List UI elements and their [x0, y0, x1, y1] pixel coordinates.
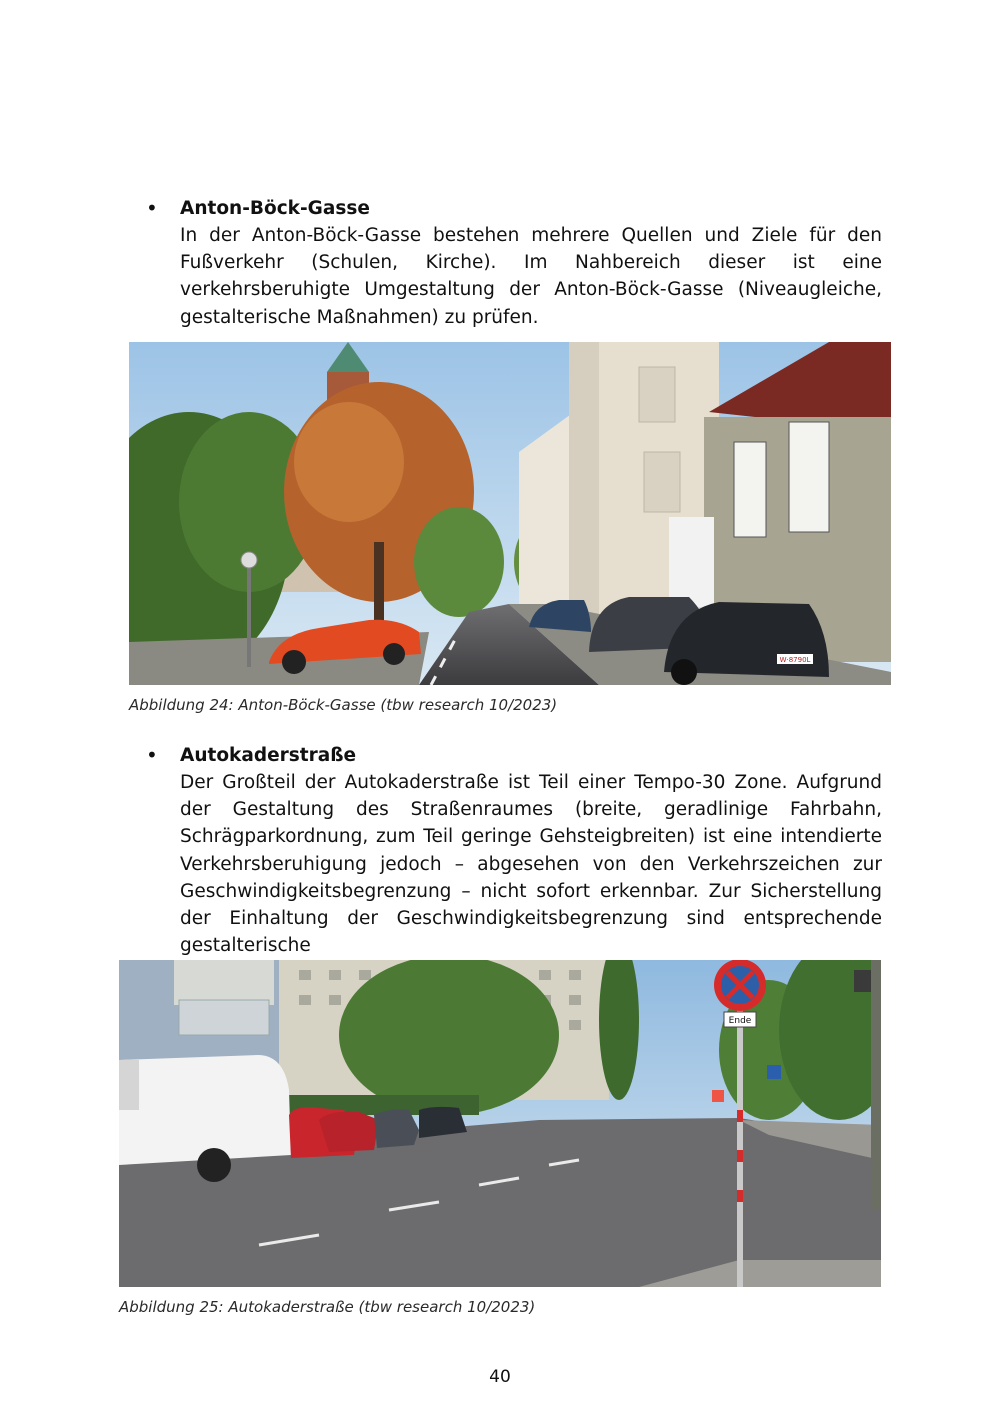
- bullet-item: [146, 195, 882, 331]
- license-plate: W·8790L: [779, 656, 811, 664]
- figure-caption: Abbildung 24: Anton-Böck-Gasse (tbw research 10/2023): [129, 696, 558, 714]
- section-autokaderstrasse: [146, 742, 882, 959]
- bullet-item: [146, 742, 882, 959]
- photo-autokaderstrasse: [119, 960, 881, 1287]
- bullet-point: •: [146, 743, 158, 767]
- section-anton-boeck-gasse: [146, 195, 882, 331]
- sign-label: Ende: [728, 1016, 752, 1026]
- section-paragraph: Der Großteil der Autokaderstraße ist Teil einer Tempo-30 Zone. Aufgrund der Gestaltung des Straßenraumes (breite, geradlinige Fahrbahn, Schrägparkordnung, zum Teil geringe Gehsteigbreiten) ist eine intendierte Verkehrsberuhigung jedoch – abgesehen von den Verkehrszeichen zur Geschwindigkeitsbegrenzung – nicht sofort erkennbar. Zur Sicherstellung der Einhaltung der Geschwindigkeitsbegrenzung sind entsprechende gestalterische: [180, 772, 882, 957]
- section-heading: Autokaderstraße: [180, 745, 357, 766]
- figure-caption: Abbildung 25: Autokaderstraße (tbw research 10/2023): [119, 1298, 536, 1316]
- bullet-point: •: [146, 196, 158, 220]
- page-number: 40: [489, 1367, 511, 1387]
- section-heading: Anton-Böck-Gasse: [180, 198, 370, 219]
- photo-anton-boeck-gasse: [129, 342, 891, 685]
- section-paragraph: In der Anton-Böck-Gasse bestehen mehrere Quellen und Ziele für den Fußverkehr (Schulen, Kirche). Im Nahbereich dieser ist eine verkehrsberuhigte Umgestaltung der Anton-Böck-Gasse (Niveaugleiche, gestalterische Maßnahmen) zu prüfen.: [180, 225, 882, 328]
